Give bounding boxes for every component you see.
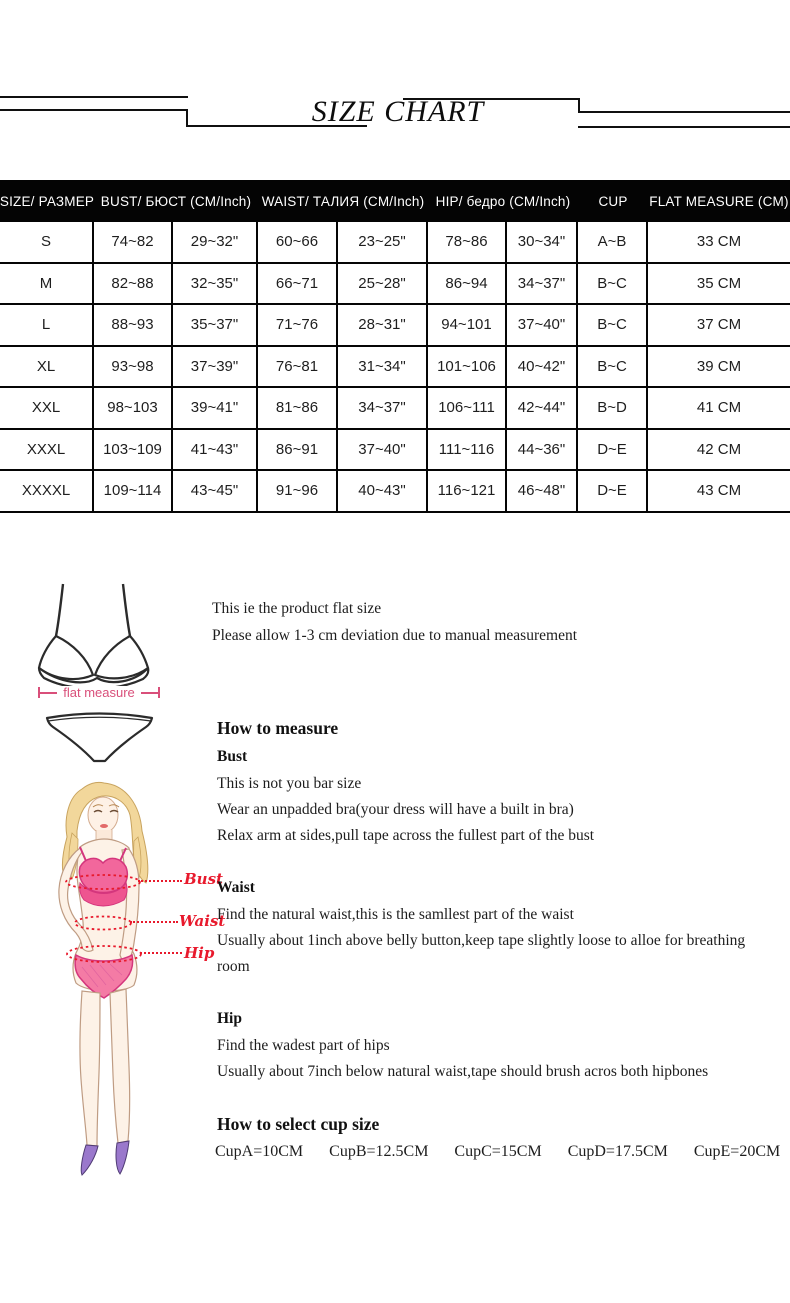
table-cell: 40~42" (507, 347, 578, 387)
table-cell: 82~88 (94, 264, 173, 304)
table-cell: M (0, 264, 94, 304)
table-cell: 86~91 (258, 430, 338, 470)
table-cell: 40~43" (338, 471, 428, 511)
table-cell: XXL (0, 388, 94, 428)
table-cell: B~C (578, 264, 648, 304)
table-row (0, 471, 790, 513)
bust-figure-label: Bust (184, 870, 223, 888)
table-cell: 23~25" (338, 222, 428, 262)
waist-line-2: Usually about 1inch above belly button,keep tape slightly loose to alloe for breathing (217, 932, 746, 949)
bra-top-illustration (35, 582, 160, 686)
hip-figure-label: Hip (184, 944, 215, 962)
table-row (0, 430, 790, 472)
cup-size-heading: How to select cup size (217, 1114, 380, 1134)
table-cell: 109~114 (94, 471, 173, 511)
table-header-row (0, 180, 790, 222)
waist-line-3: room (217, 958, 250, 975)
table-cell: D~E (578, 471, 648, 511)
table-cell: 94~101 (428, 305, 507, 345)
header-cell-size: SIZE/ РАЗМЕР (0, 193, 95, 209)
table-row (0, 264, 790, 306)
table-cell: 60~66 (258, 222, 338, 262)
table-cell: 78~86 (428, 222, 507, 262)
table-cell: 74~82 (94, 222, 173, 262)
header-cell-waist: WAIST/ ТАЛИЯ (CM/Inch) (261, 193, 425, 209)
table-cell: 35~37" (173, 305, 258, 345)
table-cell: 101~106 (428, 347, 507, 387)
flat-size-note-1: This ie the product flat size (212, 600, 382, 617)
measure-tick-right (158, 687, 160, 698)
bust-measure-line (138, 880, 182, 882)
table-cell: 103~109 (94, 430, 173, 470)
waist-measure-line (130, 921, 178, 923)
table-cell: 31~34" (338, 347, 428, 387)
table-cell: 111~116 (428, 430, 507, 470)
table-cell: 42 CM (696, 440, 742, 458)
table-cell: 39 CM (696, 357, 742, 375)
table-cell: 98~103 (94, 388, 173, 428)
table-cell: XL (0, 347, 94, 387)
table-cell: XXXL (0, 430, 94, 470)
table-cell: 43~45" (173, 471, 258, 511)
table-cell: 30~34" (507, 222, 578, 262)
size-chart-table (0, 180, 790, 513)
table-cell: 34~37" (338, 388, 428, 428)
cup-size-item: CupA=10CM (215, 1143, 304, 1160)
hip-line-2: Usually about 7inch below natural waist,tape should brush acros both hipbones (217, 1063, 709, 1080)
page-title: SIZE CHART (311, 95, 485, 128)
measure-line-left (40, 692, 57, 694)
cup-size-values (215, 1143, 780, 1161)
panty-illustration (42, 708, 157, 770)
table-cell: 35 CM (696, 274, 742, 292)
table-cell: L (0, 305, 94, 345)
bust-line-3: Relax arm at sides,pull tape across the fullest part of the bust (217, 827, 595, 844)
table-cell: 43 CM (696, 482, 742, 500)
bust-heading: Bust (217, 748, 248, 765)
table-cell: 88~93 (94, 305, 173, 345)
cup-size-item: CupD=17.5CM (567, 1143, 668, 1160)
hip-measure-line (140, 952, 182, 954)
table-cell: 37~39" (173, 347, 258, 387)
cup-size-item: CupB=12.5CM (329, 1143, 429, 1160)
table-cell: 29~32" (173, 222, 258, 262)
table-cell: B~C (578, 305, 648, 345)
cup-size-item: CupE=20CM (693, 1143, 781, 1160)
table-cell: 41 CM (696, 399, 742, 417)
table-cell: 37 CM (696, 316, 742, 334)
table-cell: S (0, 222, 94, 262)
table-cell: 91~96 (258, 471, 338, 511)
table-cell: 28~31" (338, 305, 428, 345)
table-cell: 37~40" (338, 430, 428, 470)
table-cell: B~D (578, 388, 648, 428)
table-row (0, 347, 790, 389)
table-cell: 106~111 (428, 388, 507, 428)
table-cell: 76~81 (258, 347, 338, 387)
table-cell: XXXXL (0, 471, 94, 511)
flat-size-note-2: Please allow 1-3 cm deviation due to manual measurement (212, 627, 577, 644)
bust-line-1: This is not you bar size (217, 775, 362, 792)
table-cell: 116~121 (428, 471, 507, 511)
table-cell: 81~86 (258, 388, 338, 428)
table-cell: 25~28" (338, 264, 428, 304)
waist-heading: Waist (217, 879, 255, 896)
measure-line-right (141, 692, 158, 694)
hip-line-1: Find the wadest part of hips (217, 1037, 390, 1054)
table-cell: 71~76 (258, 305, 338, 345)
waist-figure-label: Waist (179, 912, 226, 930)
table-row (0, 305, 790, 347)
size-table-body (0, 222, 790, 513)
table-cell: B~C (578, 347, 648, 387)
table-cell: 86~94 (428, 264, 507, 304)
table-cell: 41~43" (173, 430, 258, 470)
waist-line-1: Find the natural waist,this is the samllest part of the waist (217, 906, 574, 923)
header-cell-cup: CUP (598, 193, 628, 209)
table-cell: 34~37" (507, 264, 578, 304)
table-cell: 32~35" (173, 264, 258, 304)
table-cell: 39~41" (173, 388, 258, 428)
hip-heading: Hip (217, 1010, 242, 1027)
header-cell-flat-measure: FLAT MEASURE (CM) (649, 193, 789, 209)
flat-measure-label (38, 685, 160, 700)
table-cell: 44~36" (507, 430, 578, 470)
table-cell: 93~98 (94, 347, 173, 387)
table-cell: 37~40" (507, 305, 578, 345)
cup-size-item: CupC=15CM (454, 1143, 542, 1160)
table-row (0, 388, 790, 430)
table-cell: 46~48" (507, 471, 578, 511)
table-cell: 33 CM (696, 233, 742, 251)
flat-measure-text: flat measure (63, 685, 135, 700)
table-row (0, 222, 790, 264)
woman-figure-sketch (30, 775, 182, 1183)
header-cell-bust: BUST/ БЮСТ (CM/Inch) (100, 193, 252, 209)
header-cell-hip: HIP/ бедро (CM/Inch) (435, 193, 571, 209)
how-to-measure-heading: How to measure (217, 718, 339, 738)
table-cell: 42~44" (507, 388, 578, 428)
table-cell: 66~71 (258, 264, 338, 304)
bust-line-2: Wear an unpadded bra(your dress will have a built in bra) (217, 801, 574, 818)
table-cell: A~B (578, 222, 648, 262)
table-cell: D~E (578, 430, 648, 470)
